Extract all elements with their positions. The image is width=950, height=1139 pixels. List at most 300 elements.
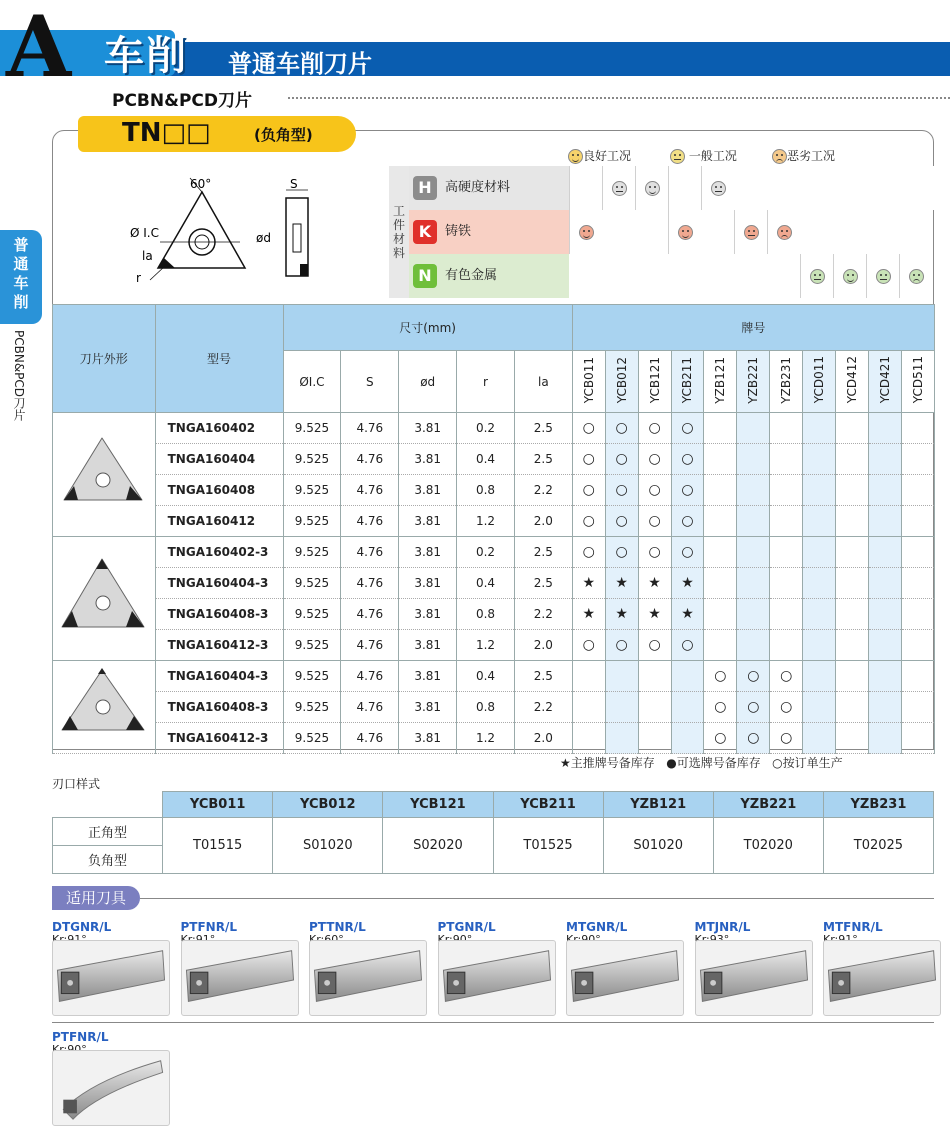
- edge-value: T01515: [163, 818, 273, 874]
- tool-card[interactable]: [438, 920, 556, 1016]
- grade-mark: ○: [572, 413, 605, 444]
- col-grade-name: [803, 351, 836, 413]
- tool-name: MTJNR/L: [694, 920, 751, 934]
- cell: 0.4: [457, 568, 515, 599]
- edge-value: T02020: [713, 818, 823, 874]
- mat-cell: [668, 210, 701, 254]
- tools-tag: 适用刀具: [52, 886, 140, 910]
- grade-mark: [901, 444, 934, 475]
- cell: 2.0: [514, 723, 572, 754]
- edge-grade: YCB012: [273, 792, 383, 818]
- insert-table: [52, 304, 935, 754]
- grade-mark: [605, 692, 638, 723]
- grade-mark: ○: [770, 723, 803, 754]
- model-cell: TNGA160402-3: [155, 537, 283, 568]
- grade-label: YCD412: [845, 356, 860, 404]
- cell: 4.76: [341, 506, 399, 537]
- tool-card[interactable]: [181, 920, 299, 1016]
- grade-mark: [770, 475, 803, 506]
- grade-mark: [737, 413, 770, 444]
- neutral-face-icon: [810, 269, 825, 284]
- grade-mark: [803, 444, 836, 475]
- mat-cell: [569, 210, 602, 254]
- tool-name: PTGNR/L: [437, 920, 496, 934]
- grade-mark: [737, 537, 770, 568]
- edge-row2-label: 负角型: [53, 846, 163, 874]
- tool-kr: Kr:91°: [52, 933, 87, 946]
- cell: 9.525: [283, 723, 341, 754]
- tool-name: PTFNR/L: [180, 920, 237, 934]
- grade-mark: [836, 568, 869, 599]
- material-h-letter: H: [413, 176, 437, 200]
- model-cell: TNGA160412-3: [155, 723, 283, 754]
- cell: 9.525: [283, 537, 341, 568]
- smile-icon: [568, 149, 583, 164]
- col-grade-name: [572, 351, 605, 413]
- mat-cell: [602, 166, 635, 210]
- tool-kr: Kr:91°: [180, 933, 216, 946]
- grade-mark: [704, 475, 737, 506]
- tool-card[interactable]: [52, 1030, 170, 1126]
- grade-label: YCB121: [647, 356, 662, 404]
- grade-mark: [770, 506, 803, 537]
- neutral-face-icon: [711, 181, 726, 196]
- cell: 3.81: [399, 599, 457, 630]
- subtitle-divider: [288, 97, 950, 99]
- material-h-name: 高硬度材料: [445, 180, 511, 195]
- cell: 3.81: [399, 568, 457, 599]
- model-cell: TNGA160402: [155, 413, 283, 444]
- grade-mark: [770, 413, 803, 444]
- tool-card[interactable]: [309, 920, 427, 1016]
- cell: 9.525: [283, 661, 341, 692]
- tool-name: PTTNR/L: [309, 920, 366, 934]
- grade-mark: ○: [671, 475, 704, 506]
- cell: 0.8: [457, 599, 515, 630]
- col-dim: S: [341, 351, 399, 413]
- cell: 1.2: [457, 723, 515, 754]
- col-grade-name: [737, 351, 770, 413]
- grade-mark: [869, 475, 902, 506]
- grade-mark: [737, 506, 770, 537]
- model-cell: TNGA160408: [155, 475, 283, 506]
- cell: 3.81: [399, 444, 457, 475]
- table-row: [53, 413, 935, 444]
- table-row: [53, 568, 935, 599]
- tool-image: [438, 940, 556, 1016]
- sad-face-icon: [772, 149, 787, 164]
- cell: 0.8: [457, 475, 515, 506]
- tool-image: [52, 940, 170, 1016]
- tool-image: [181, 940, 299, 1016]
- neutral-face-icon: [744, 225, 759, 240]
- grade-mark: [836, 661, 869, 692]
- grade-mark: ★: [671, 599, 704, 630]
- edge-row1-label: 正角型: [53, 818, 163, 846]
- grade-mark: ○: [605, 537, 638, 568]
- table-row: [53, 506, 935, 537]
- cell: 9.525: [283, 506, 341, 537]
- tool-name: MTFNR/L: [823, 920, 883, 934]
- grade-label: YCB012: [614, 356, 629, 404]
- edge-grade: YCB121: [383, 792, 493, 818]
- model-cell: TNGA160404-3: [155, 661, 283, 692]
- grade-mark: ○: [704, 692, 737, 723]
- grade-mark: ○: [737, 723, 770, 754]
- grade-mark: ○: [605, 413, 638, 444]
- cell: 2.5: [514, 568, 572, 599]
- material-k-header: [409, 210, 569, 254]
- grade-mark: ○: [572, 475, 605, 506]
- neutral-face-icon: [670, 149, 685, 164]
- tool-image: [823, 940, 941, 1016]
- sad-face-icon: [909, 269, 924, 284]
- grade-mark: [704, 506, 737, 537]
- tool-kr: Kr:90°: [52, 1043, 87, 1056]
- cell: 1.2: [457, 630, 515, 661]
- tool-name: PTFNR/L: [52, 1030, 109, 1044]
- table-row: [53, 444, 935, 475]
- grade-mark: ○: [671, 413, 704, 444]
- grade-mark: [869, 537, 902, 568]
- tool-card[interactable]: [823, 920, 941, 1016]
- col-dim: ØI.C: [283, 351, 341, 413]
- grade-mark: [770, 599, 803, 630]
- col-dim: la: [514, 351, 572, 413]
- cell: 0.2: [457, 413, 515, 444]
- col-grade-name: [836, 351, 869, 413]
- cell: 4.76: [341, 661, 399, 692]
- col-grade-name: [901, 351, 934, 413]
- col-grade-name: [869, 351, 902, 413]
- cell: 2.0: [514, 630, 572, 661]
- grade-mark: ○: [638, 506, 671, 537]
- edge-table: [52, 791, 934, 874]
- mat-cell: [668, 166, 701, 210]
- edge-grade: YCB011: [163, 792, 273, 818]
- grade-mark: [836, 723, 869, 754]
- tool-image: [52, 1050, 170, 1126]
- cell: 9.525: [283, 692, 341, 723]
- header-category: 车削: [104, 33, 188, 79]
- cell: 2.5: [514, 661, 572, 692]
- grade-mark: [803, 537, 836, 568]
- grade-mark: [901, 630, 934, 661]
- legend-notes: [560, 754, 843, 771]
- grade-mark: [638, 692, 671, 723]
- grade-mark: [638, 723, 671, 754]
- mat-cell: [866, 254, 899, 298]
- tool-kr: Kr:93°: [694, 933, 730, 946]
- grade-mark: [638, 661, 671, 692]
- edge-grade: YCB211: [493, 792, 603, 818]
- grade-mark: ○: [605, 506, 638, 537]
- tool-kr: Kr:90°: [566, 933, 601, 946]
- grade-label: YCB011: [581, 356, 596, 404]
- grade-mark: [671, 723, 704, 754]
- note-star: ★主推牌号备库存: [560, 756, 655, 770]
- grade-mark: ○: [638, 413, 671, 444]
- legend-normal-text: 一般工况: [688, 149, 737, 163]
- material-n-letter: N: [413, 264, 437, 288]
- grade-mark: ○: [671, 506, 704, 537]
- tool-image: [566, 940, 684, 1016]
- grade-mark: [704, 413, 737, 444]
- grade-mark: ○: [638, 537, 671, 568]
- cell: 3.81: [399, 475, 457, 506]
- grade-mark: [869, 723, 902, 754]
- section-letter: A: [6, 0, 72, 96]
- tool-kr: Kr:91°: [823, 933, 858, 946]
- tool-card[interactable]: [566, 920, 684, 1016]
- col-grade: 牌号: [572, 305, 934, 351]
- model-cell: TNGA160412-3: [155, 630, 283, 661]
- grade-mark: [572, 692, 605, 723]
- mat-cell: [701, 166, 734, 210]
- cell: 3.81: [399, 692, 457, 723]
- edge-value: T02025: [823, 818, 933, 874]
- cell: 3.81: [399, 506, 457, 537]
- grade-mark: ★: [638, 568, 671, 599]
- grade-mark: [836, 475, 869, 506]
- legend-good-text: 良好工况: [583, 149, 632, 163]
- mat-cell: [899, 254, 932, 298]
- tool-image: [309, 940, 427, 1016]
- smile-icon: [645, 181, 660, 196]
- cell: 2.5: [514, 537, 572, 568]
- angle-label: 60°: [190, 177, 212, 191]
- tools-divider-2: [52, 1022, 934, 1023]
- grade-mark: ○: [572, 537, 605, 568]
- material-k-letter: K: [413, 220, 437, 244]
- col-model: 型号: [155, 305, 283, 413]
- grade-mark: [737, 630, 770, 661]
- cell: 2.2: [514, 599, 572, 630]
- grade-mark: ★: [605, 568, 638, 599]
- grade-mark: ○: [671, 444, 704, 475]
- legend-good: [568, 147, 631, 164]
- grade-mark: ★: [572, 568, 605, 599]
- cell: 4.76: [341, 413, 399, 444]
- grade-mark: [901, 723, 934, 754]
- grade-mark: ○: [638, 444, 671, 475]
- grade-mark: [869, 630, 902, 661]
- cell: 4.76: [341, 723, 399, 754]
- grade-mark: [901, 413, 934, 444]
- cell: 3.81: [399, 723, 457, 754]
- grade-mark: ○: [737, 661, 770, 692]
- edge-value: S02020: [383, 818, 493, 874]
- la-label: la: [142, 249, 153, 263]
- grade-mark: [803, 723, 836, 754]
- cell: 9.525: [283, 413, 341, 444]
- grade-mark: ○: [770, 661, 803, 692]
- model-cell: TNGA160408-3: [155, 599, 283, 630]
- grade-mark: [869, 661, 902, 692]
- model-cell: TNGA160404: [155, 444, 283, 475]
- insert-shape-1: [60, 430, 150, 508]
- grade-label: YCD011: [812, 356, 827, 404]
- col-shape: 刀片外形: [53, 305, 156, 413]
- grade-mark: ★: [671, 568, 704, 599]
- cell: 2.0: [514, 506, 572, 537]
- cell: 9.525: [283, 475, 341, 506]
- grade-mark: [704, 630, 737, 661]
- grade-mark: [836, 630, 869, 661]
- tool-name: DTGNR/L: [52, 920, 112, 934]
- grade-mark: [836, 506, 869, 537]
- cell: 3.81: [399, 630, 457, 661]
- grade-label: YCD421: [878, 356, 893, 404]
- grade-label: YZB231: [779, 356, 794, 404]
- tool-image: [695, 940, 813, 1016]
- mat-cell: [569, 166, 602, 210]
- cell: 3.81: [399, 661, 457, 692]
- grade-mark: [704, 444, 737, 475]
- edge-grade: YZB231: [823, 792, 933, 818]
- grade-mark: [770, 444, 803, 475]
- cell: 2.2: [514, 475, 572, 506]
- col-grade-name: [704, 351, 737, 413]
- grade-mark: [605, 661, 638, 692]
- edge-value: T01525: [493, 818, 603, 874]
- edge-grade: YZB221: [713, 792, 823, 818]
- grade-mark: ○: [572, 506, 605, 537]
- cell: 9.525: [283, 444, 341, 475]
- table-row: [53, 723, 935, 754]
- grade-mark: ○: [638, 475, 671, 506]
- grade-label: YZB221: [746, 356, 761, 404]
- grade-mark: [770, 630, 803, 661]
- col-grade-name: [638, 351, 671, 413]
- edge-grade: YZB121: [603, 792, 713, 818]
- grade-mark: [572, 661, 605, 692]
- grade-mark: ★: [638, 599, 671, 630]
- tool-card[interactable]: [52, 920, 170, 1016]
- grade-mark: ○: [737, 692, 770, 723]
- cell: 2.5: [514, 444, 572, 475]
- grade-mark: [836, 537, 869, 568]
- cell: 4.76: [341, 568, 399, 599]
- grade-label: YCB211: [680, 356, 695, 404]
- cell: 2.5: [514, 413, 572, 444]
- insert-shape-2: [60, 555, 150, 633]
- grade-mark: ○: [605, 475, 638, 506]
- col-grade-name: [671, 351, 704, 413]
- grade-mark: [869, 444, 902, 475]
- grade-mark: [901, 599, 934, 630]
- edge-value: S01020: [603, 818, 713, 874]
- col-dim: r: [457, 351, 515, 413]
- grade-mark: ★: [572, 599, 605, 630]
- side-vertical-label: PCBN&PCD刀片: [12, 330, 26, 422]
- model-cell: TNGA160404-3: [155, 568, 283, 599]
- grade-mark: [803, 413, 836, 444]
- grade-mark: [671, 692, 704, 723]
- insert-shape-3: [60, 662, 150, 740]
- cell: 4.76: [341, 599, 399, 630]
- grade-mark: ○: [572, 444, 605, 475]
- tool-card[interactable]: [695, 920, 813, 1016]
- cell: 0.4: [457, 661, 515, 692]
- col-grade-name: [605, 351, 638, 413]
- r-label: r: [136, 271, 141, 285]
- grade-mark: [901, 537, 934, 568]
- material-k-name: 铸铁: [445, 224, 472, 239]
- grade-mark: [803, 692, 836, 723]
- grade-mark: [605, 723, 638, 754]
- cell: 4.76: [341, 630, 399, 661]
- col-size: 尺寸(mm): [283, 305, 572, 351]
- grade-mark: [803, 661, 836, 692]
- page-subtitle: PCBN&PCD刀片: [112, 91, 252, 111]
- table-row: [53, 537, 935, 568]
- table-row: [53, 692, 935, 723]
- ic-label: Ø I.C: [130, 226, 159, 240]
- material-n-header: [409, 254, 569, 298]
- insert-title-pill: [78, 116, 356, 152]
- grade-mark: ○: [704, 661, 737, 692]
- sad-face-icon: [777, 225, 792, 240]
- grade-mark: ★: [605, 599, 638, 630]
- grade-mark: [836, 692, 869, 723]
- grade-mark: [671, 661, 704, 692]
- mat-cell: [635, 166, 668, 210]
- grade-mark: [704, 568, 737, 599]
- grade-mark: [803, 475, 836, 506]
- side-view-diagram: [250, 176, 320, 286]
- grade-mark: ○: [638, 630, 671, 661]
- grade-mark: [803, 630, 836, 661]
- cell: 9.525: [283, 599, 341, 630]
- table-row: [53, 630, 935, 661]
- grade-mark: [869, 506, 902, 537]
- cell: 3.81: [399, 537, 457, 568]
- grade-mark: ○: [605, 630, 638, 661]
- edge-label: 刃口样式: [52, 777, 101, 791]
- tools-divider: [140, 898, 934, 899]
- grade-mark: [901, 692, 934, 723]
- s-label: S: [290, 177, 298, 191]
- smile-icon: [579, 225, 594, 240]
- grade-mark: [770, 537, 803, 568]
- cell: 3.81: [399, 413, 457, 444]
- legend-bad-text: 恶劣工况: [787, 149, 836, 163]
- grade-mark: [901, 506, 934, 537]
- mat-cell: [734, 210, 767, 254]
- table-row: [53, 661, 935, 692]
- material-row-h: [409, 166, 935, 210]
- mat-cell: [767, 210, 800, 254]
- insert-code: TN□□: [122, 118, 211, 148]
- grade-mark: [572, 723, 605, 754]
- neutral-face-icon: [612, 181, 627, 196]
- grade-mark: ○: [671, 630, 704, 661]
- material-h-header: [409, 166, 569, 210]
- edge-corner: [53, 792, 163, 818]
- grade-mark: [803, 599, 836, 630]
- grade-mark: [869, 692, 902, 723]
- table-row: [53, 599, 935, 630]
- material-row-k: [409, 210, 935, 254]
- grade-mark: [803, 506, 836, 537]
- grade-mark: [869, 568, 902, 599]
- col-grade-name: [770, 351, 803, 413]
- note-dot: ●可选牌号备库存: [666, 756, 761, 770]
- cell: 2.2: [514, 692, 572, 723]
- cell: 4.76: [341, 444, 399, 475]
- col-dim: ød: [399, 351, 457, 413]
